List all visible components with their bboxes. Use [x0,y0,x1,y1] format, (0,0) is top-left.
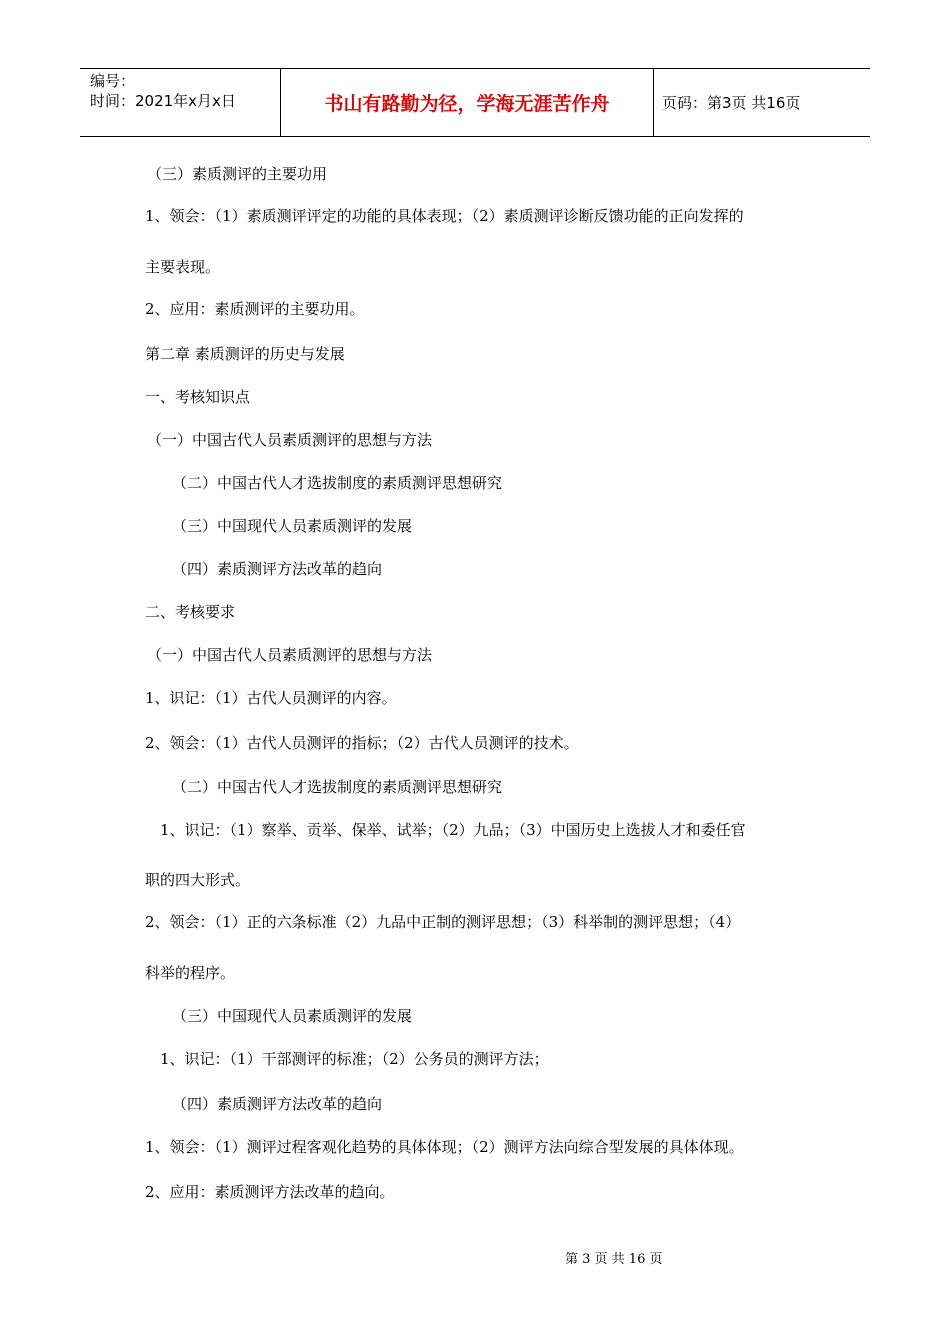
text-line: 1、领会：（1）素质测评评定的功能的具体表现；（2）素质测评诊断反馈功能的正向发挥的 [145,207,744,225]
text-line: （四）素质测评方法改革的趋向 [172,560,383,578]
motto: 书山有路勤为径，学海无涯苦作舟 [280,69,654,136]
text-line: 2、应用：素质测评方法改革的趋向。 [145,1183,395,1201]
text-line: （一）中国古代人员素质测评的思想与方法 [147,431,433,449]
time-label: 时间：2021年x月x日 [90,92,236,110]
text-line: （三）素质测评的主要功用 [147,165,328,183]
text-line: 1、领会：（1）测评过程客观化趋势的具体体现；（2）测评方法向综合型发展的具体体现。 [145,1138,744,1156]
text-line: 1、识记：（1）干部测评的标准；（2）公务员的测评方法； [160,1050,549,1068]
chapter-title: 第二章 素质测评的历史与发展 [145,345,345,363]
text-line: （一）中国古代人员素质测评的思想与方法 [147,646,433,664]
text-line: 1、识记：（1）古代人员测评的内容。 [145,689,397,707]
page-header [80,68,870,137]
text-line: 职的四大形式。 [145,871,251,889]
page-footer: 第 3 页 共 16 页 [565,1252,663,1267]
text-line: 2、领会：（1）正的六条标准（2）九品中正制的测评思想；（3）科举制的测评思想；（4） [145,913,741,931]
text-line: 主要表现。 [145,258,221,276]
text-line: 科举的程序。 [145,964,236,982]
text-line: （四）素质测评方法改革的趋向 [172,1095,383,1113]
text-line: （二）中国古代人才选拔制度的素质测评思想研究 [172,778,503,796]
number-label: 编号： [90,72,136,90]
text-line: 二、考核要求 [145,603,236,621]
text-line: 1、识记：（1）察举、贡举、保举、试举；（2）九品；（3）中国历史上选拔人才和委任官 [160,821,746,839]
text-line: 2、领会：（1）古代人员测评的指标；（2）古代人员测评的技术。 [145,734,579,752]
text-line: 一、考核知识点 [145,388,251,406]
text-line: （三）中国现代人员素质测评的发展 [172,1007,413,1025]
text-line: （三）中国现代人员素质测评的发展 [172,517,413,535]
page-label: 页码：第3页 共16页 [662,94,801,112]
text-line: （二）中国古代人才选拔制度的素质测评思想研究 [172,474,503,492]
text-line: 2、应用：素质测评的主要功用。 [145,300,365,318]
header-left-cell [80,69,280,136]
